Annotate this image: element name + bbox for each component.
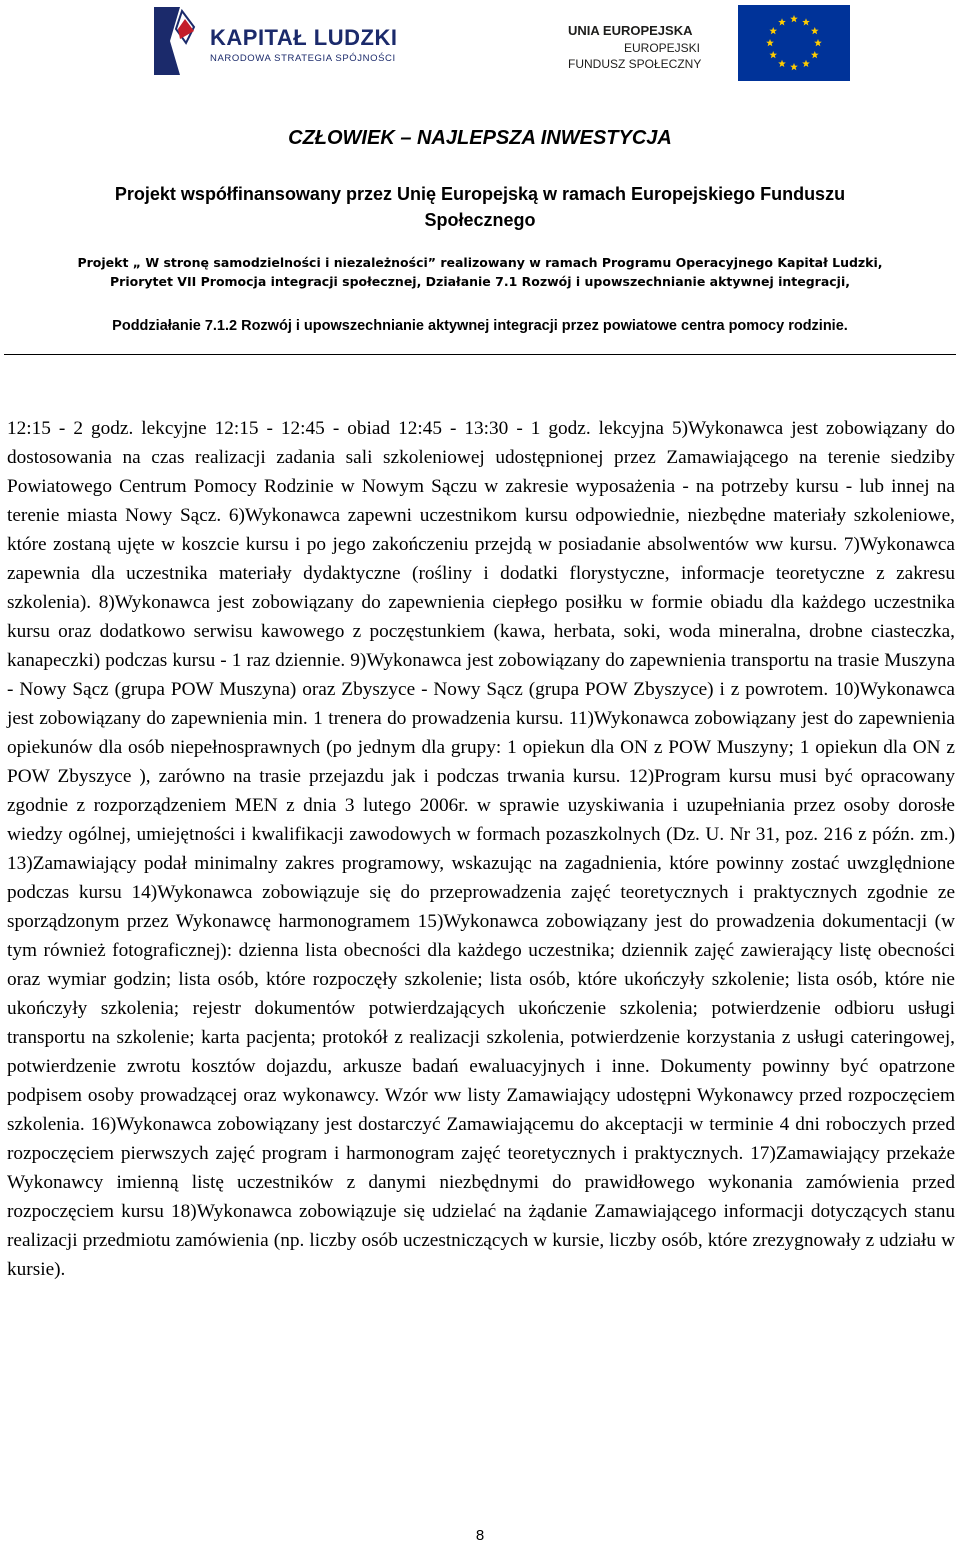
body-paragraph: 12:15 - 2 godz. lekcyjne 12:15 - 12:45 - obiad 12:45 - 13:30 - 1 godz. lekcyjna 5)Wykonawca jest zobowiązany do dostosowania na czas realizacji zadania sali szkoleniowej udostępnionej przez Zamawiającego na terenie siedziby Powiatowego Centrum Pomocy Rodzinie w Nowym Sączu w zakresie wyposażenia - na potrzeby kursu - lub innej na terenie miasta Nowy Sącz. 6)Wykonawca zapewni uczestnikom kursu odpowiednie, niezbędne materiały szkoleniowe, które zostaną ujęte w koszcie kursu i po jego zakończeniu przejdą w posiadanie absolwentów ww kursu. 7)Wykonawca zapewnia dla uczestnika materiały dydaktyczne (rośliny i dodatki florystyczne, informacje teoretyczne z zakresu szkolenia). 8)Wykonawca jest zobowiązany do zapewnienia ciepłego posiłku w formie obiadu dla każdego uczestnika kursu oraz dodatkowo serwisu kawowego z poczęstunkiem (kawa, herbata, soki, woda mineralna, drobne ciasteczka, kanapeczki) podczas kursu - 1 raz dziennie. 9)Wykonawca jest zobowiązany do zapewnienia transportu na trasie Muszyna - Nowy Sącz (grupa POW Muszyna) oraz Zbyszyce - Nowy Sącz (grupa POW Zbyszyce) i z powrotem. 10)Wykonawca jest zobowiązany do zapewnienia min. 1 trenera do prowadzenia kursu. 11)Wykonawca zobowiązany jest do zapewnienia opiekunów dla osób niepełnosprawnych (po jednym dla grupy: 1 opiekun dla ON z POW Muszyny; 1 opiekun dla ON z POW Zbyszyce ), zarówno na trasie przejazdu jak i podczas trwania kursu. 12)Program kursu musi być opracowany zgodnie z rozporządzeniem MEN z dnia 3 lutego 2006r. w sprawie uzyskiwania i uzupełniania przez osoby dorosłe wiedzy ogólnej, umiejętności i kwalifikacji zawodowych w formach pozaszkolnych (Dz. U. Nr 31, poz. 216 z późn. zm.) 13)Zamawiający podał minimalny zakres programowy, wskazując na zagadnienia, które powinny zostać uwzględnione podczas kursu 14)Wykonawca zobowiązuje się do przeprowadzenia zajęć teoretycznych i praktycznych zgodnie ze sporządzonym przez Wykonawcę harmonogramem 15)Wykonawca zobowiązany jest do prowadzenia dokumentacji (w tym również fotograficznej): dzienna lista obecności dla każdego uczestnika; dziennik zajęć zawierający listę obecności oraz wymiar godzin; lista osób, które rozpoczęły szkolenie; lista osób, które ukończyły szkolenie; lista osób, które nie ukończyły szkolenia; rejestr dokumentów potwierdzających ukończenie szkolenia; potwierdzenie odbioru usługi transportu na szkolenie; karta pacjenta; protokół z realizacji szkolenia, potwierdzenie korzystania z usługi cateringowej, potwierdzenie zwrotu kosztów dojazdu, arkusze badań ewaluacyjnych i inne. Dokumenty powinny być opatrzone podpisem osoby prowadzącej oraz wykonawcy. Wzór ww listy Zamawiający udostępni Wykonawcy przed rozpoczęciem szkolenia. 16)Wykonawca zobowiązany jest dostarczyć Zamawiającemu do akceptacji w terminie 4 dni roboczych przed rozpoczęciem pierwszych zajęć program i harmonogram zajęć teoretycznych i praktycznych. 17)Zamawiający przekaże Wykonawcy imienną listę uczestników z danymi niezbędnymi do prawidłowego wykonania zamówienia przed rozpoczęciem kursu 18)Wykonawca zobowiązuje się udzielać na żądanie Zamawiającego informacji dotyczących stanu realizacji przedmiotu zamówienia (np. liczby osób uczestniczących w kursie, liczby osób, które zrezygnowały z udziału w kursie). (7, 418, 955, 1280)
cofinanced-line-2: Społecznego (424, 210, 536, 230)
kapital-ludzki-name: KAPITAŁ LUDZKI (210, 25, 398, 50)
kapital-ludzki-logo (150, 5, 410, 85)
submeasure-line: Poddziałanie 7.1.2 Rozwój i upowszechnianie aktywnej integracji przez powiatowe centra pomocy rodzinie. (112, 318, 848, 334)
eu-logo-line3: FUNDUSZ SPOŁECZNY (568, 57, 702, 71)
eu-logo-line2: EUROPEJSKI (624, 41, 701, 55)
page-number: 8 (475, 1527, 485, 1544)
motto: CZŁOWIEK – NAJLEPSZA INWESTYCJA (288, 127, 672, 149)
eu-logo-line1: UNIA EUROPEJSKA (568, 23, 693, 38)
project-line-2: Priorytet VII Promocja integracji społecznej, Działanie 7.1 Rozwój i upowszechnianie aktywnej integracji, (110, 274, 850, 289)
header-divider (4, 354, 956, 355)
eu-logo (568, 5, 868, 85)
eu-flag-icon (738, 5, 850, 81)
kapital-ludzki-emblem-icon (150, 5, 200, 77)
project-line-1: Projekt „ W stronę samodzielności i niezależności” realizowany w ramach Programu Operacyjnego Kapitał Ludzki, (77, 255, 883, 270)
cofinanced-line-1: Projekt współfinansowany przez Unię Europejską w ramach Europejskiego Funduszu (114, 184, 846, 204)
kapital-ludzki-subtitle: NARODOWA STRATEGIA SPÓJNOŚCI (210, 53, 396, 64)
